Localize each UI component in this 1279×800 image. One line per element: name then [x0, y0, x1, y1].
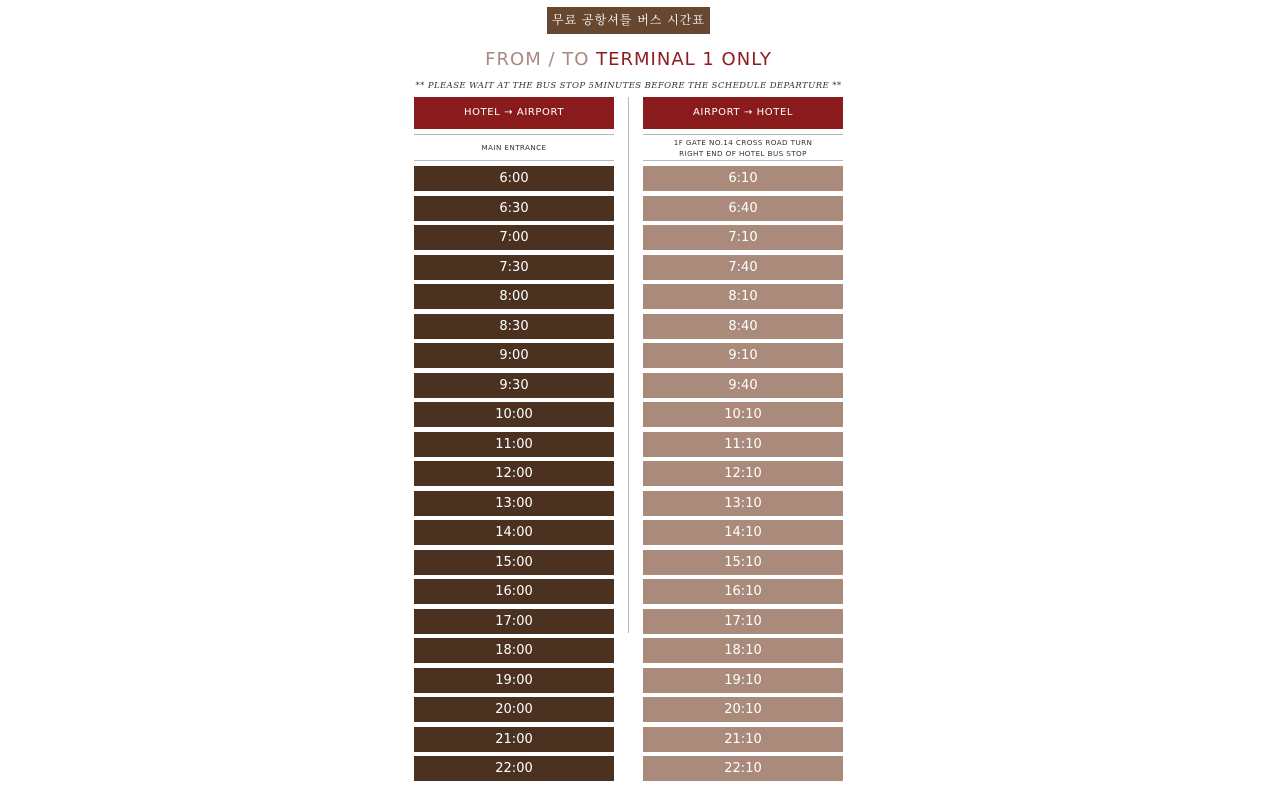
departure-time: 7:30	[414, 255, 614, 280]
departure-time: 6:10	[643, 166, 843, 191]
departure-time: 22:10	[643, 756, 843, 781]
hotel-to-airport-times	[414, 166, 614, 786]
departure-time: 20:10	[643, 697, 843, 722]
departure-time: 14:10	[643, 520, 843, 545]
departure-time: 7:00	[414, 225, 614, 250]
departure-time: 16:00	[414, 579, 614, 604]
hotel-stop-location: MAIN ENTRANCE	[481, 143, 547, 152]
departure-time: 20:00	[414, 697, 614, 722]
departure-time: 9:00	[414, 343, 614, 368]
departure-time: 13:10	[643, 491, 843, 516]
airport-stop-location	[643, 136, 843, 160]
departure-time: 11:10	[643, 432, 843, 457]
departure-time: 21:10	[643, 727, 843, 752]
departure-time: 17:10	[643, 609, 843, 634]
departure-notice: ** PLEASE WAIT AT THE BUS STOP 5MINUTES BEFORE THE SCHEDULE DEPARTURE **	[415, 81, 842, 91]
departure-time: 19:10	[643, 668, 843, 693]
departure-time: 8:30	[414, 314, 614, 339]
departure-time: 17:00	[414, 609, 614, 634]
airport-stop-line-1: 1F GATE NO.14 CROSS ROAD TURN	[673, 138, 813, 147]
departure-time: 22:00	[414, 756, 614, 781]
departure-time: 18:10	[643, 638, 843, 663]
airport-to-hotel-header: AIRPORT → HOTEL	[643, 97, 843, 129]
departure-time: 9:40	[643, 373, 843, 398]
airport-stop-line-2: RIGHT END OF HOTEL BUS STOP	[679, 149, 807, 158]
departure-time: 11:00	[414, 432, 614, 457]
departure-time: 9:10	[643, 343, 843, 368]
departure-time: 12:10	[643, 461, 843, 486]
departure-time: 15:00	[414, 550, 614, 575]
departure-time: 12:00	[414, 461, 614, 486]
departure-time: 6:00	[414, 166, 614, 191]
departure-time: 10:00	[414, 402, 614, 427]
hotel-to-airport-header: HOTEL → AIRPORT	[414, 97, 614, 129]
departure-time: 21:00	[414, 727, 614, 752]
airport-stop-bottom-rule	[643, 160, 843, 161]
hotel-stop-top-rule	[414, 134, 614, 135]
column-divider	[628, 97, 629, 633]
departure-time: 8:40	[643, 314, 843, 339]
departure-time: 8:10	[643, 284, 843, 309]
departure-time: 14:00	[414, 520, 614, 545]
airport-to-hotel-times	[643, 166, 843, 786]
departure-time: 6:30	[414, 196, 614, 221]
departure-time: 7:10	[643, 225, 843, 250]
shuttle-schedule-banner: 무료 공항셔틀 버스 시간표	[547, 7, 710, 34]
departure-time: 7:40	[643, 255, 843, 280]
title-from-to: FROM / TO	[485, 49, 590, 70]
airport-stop-top-rule	[643, 134, 843, 135]
departure-time: 6:40	[643, 196, 843, 221]
departure-time: 9:30	[414, 373, 614, 398]
departure-time: 13:00	[414, 491, 614, 516]
departure-time: 16:10	[643, 579, 843, 604]
hotel-stop-bottom-rule	[414, 160, 614, 161]
departure-time: 18:00	[414, 638, 614, 663]
departure-time: 8:00	[414, 284, 614, 309]
page-title	[0, 46, 1257, 74]
departure-time: 10:10	[643, 402, 843, 427]
departure-time: 19:00	[414, 668, 614, 693]
title-terminal: TERMINAL 1 ONLY	[596, 49, 772, 70]
departure-time: 15:10	[643, 550, 843, 575]
